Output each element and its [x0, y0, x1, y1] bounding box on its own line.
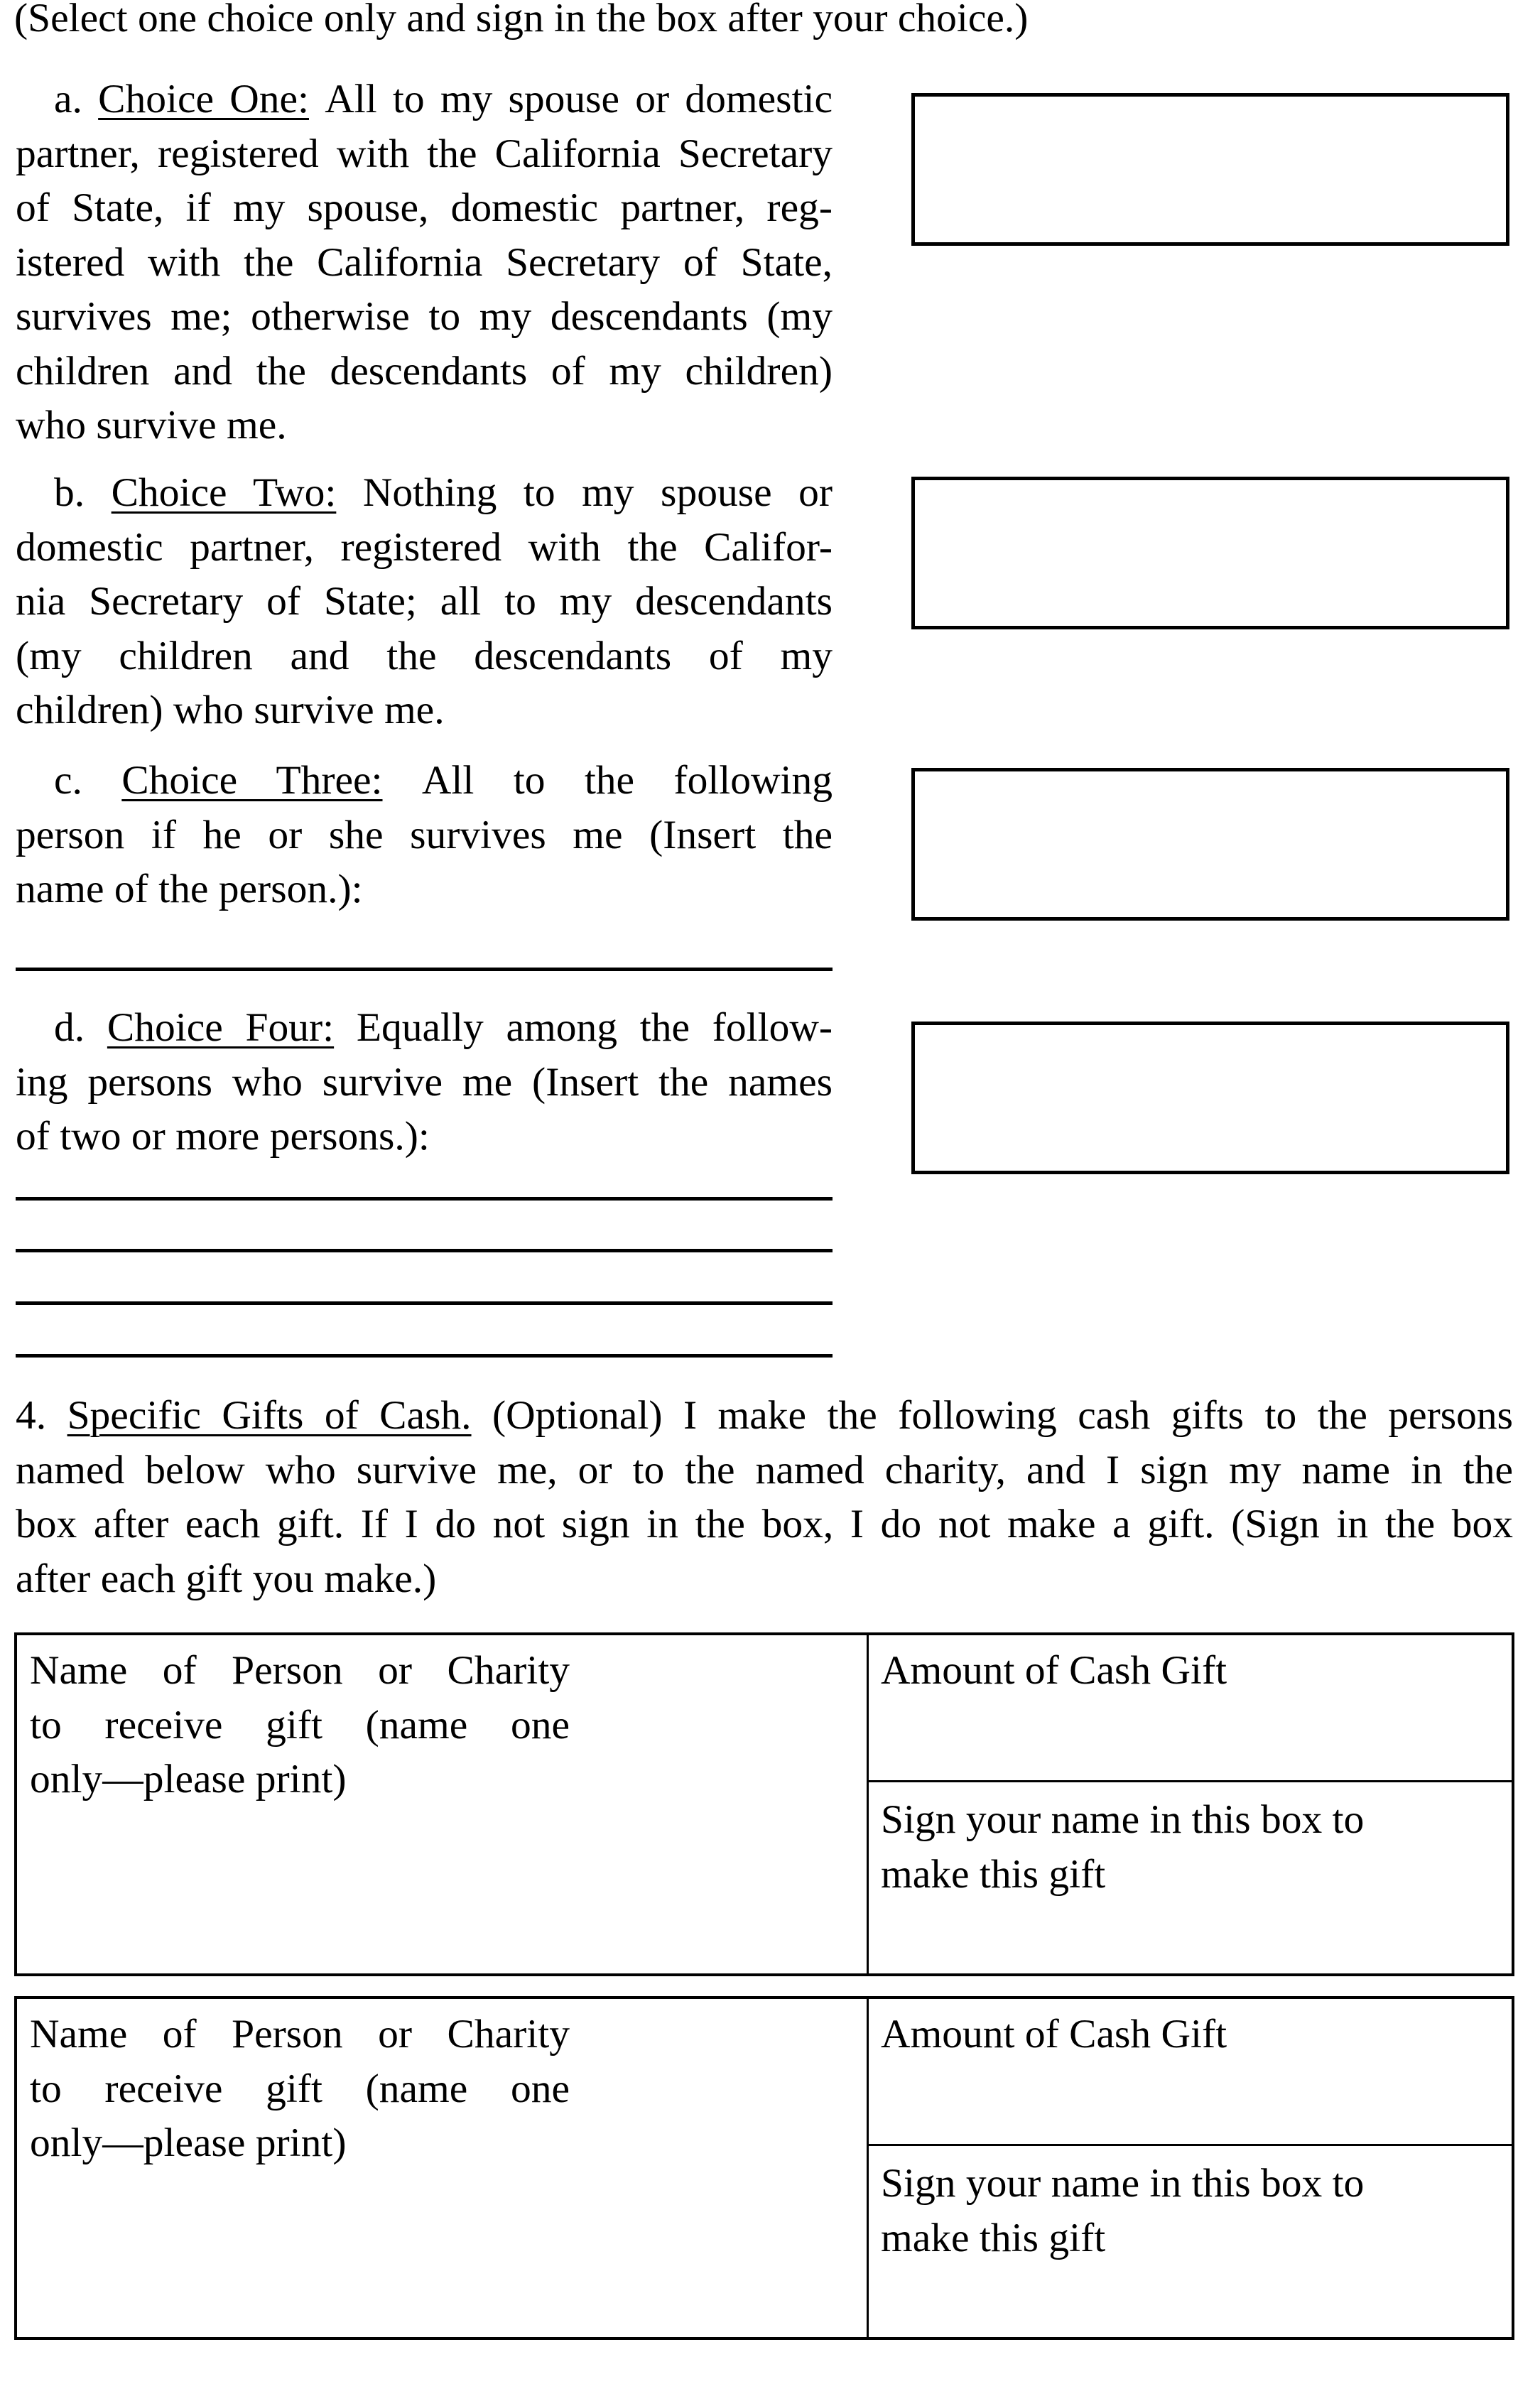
sign-label-line: make this gift [881, 1851, 1106, 1897]
choice-line: All to my spouse or domestic [325, 77, 833, 121]
choice-title: Choice Two: [111, 470, 337, 515]
choice-letter: b. [54, 470, 85, 515]
sign-label-line: make this gift [881, 2215, 1106, 2260]
choice-four-signature-box[interactable] [911, 1022, 1509, 1174]
section-4-first-line [16, 1389, 1513, 1443]
choice-two-text [16, 466, 833, 738]
choice-line: who survive me. [16, 403, 287, 448]
column-divider [867, 1635, 869, 1973]
choice-line: All to the following [421, 758, 833, 803]
choice-line: Equally among the follow- [356, 1005, 833, 1050]
choice-line: ing persons who survive me (Insert the names [16, 1059, 833, 1105]
section-line: box after each gift. If I do not sign in the box, I do not make a gift. (Sign in the box [16, 1502, 1513, 1546]
column-divider [867, 1999, 869, 2337]
table-label-line: Name of Person or Charity [30, 1648, 570, 1693]
choice-line: name of the person.): [16, 867, 363, 911]
table-label-line: Name of Person or Charity [30, 2012, 570, 2057]
choice-two-first-line [16, 466, 833, 521]
row-divider [867, 1780, 1512, 1782]
choice-three-signature-box[interactable] [911, 768, 1509, 921]
choice-line: istered with the California Secretary of State, [16, 239, 833, 285]
signature-cell[interactable] [881, 1793, 1492, 1902]
section-line: named below who survive me, or to the named charity, and I sign my name in the [16, 1447, 1513, 1492]
sign-label-line: Sign your name in this box to [881, 2161, 1365, 2206]
choice-one-first-line [16, 72, 833, 127]
choice-title: Choice Four: [107, 1005, 335, 1050]
sign-label-line: Sign your name in this box to [881, 1797, 1365, 1842]
choice-line: children and the descendants of my children) [16, 348, 833, 394]
amount-label: Amount of Cash Gift [881, 2012, 1227, 2057]
choice-line: nia Secretary of State; all to my descendants [16, 579, 833, 624]
section-4-text [16, 1389, 1513, 1606]
section-number: 4. [16, 1393, 47, 1438]
choice-line: of State, if my spouse, domestic partner, reg- [16, 185, 833, 230]
person-name-line-4[interactable] [16, 1354, 833, 1358]
cash-gift-table-1 [14, 1632, 1514, 1976]
selection-instruction: (Select one choice only and sign in the box after your choice.) [14, 0, 1029, 40]
choice-letter: a. [54, 77, 82, 121]
choice-letter: d. [54, 1005, 85, 1050]
table-label-line: only—please print) [30, 2120, 347, 2165]
amount-label: Amount of Cash Gift [881, 1648, 1227, 1693]
person-name-line-3[interactable] [16, 1301, 833, 1305]
name-of-person-or-charity-cell[interactable] [30, 1644, 570, 1807]
choice-two-signature-box[interactable] [911, 477, 1509, 629]
choice-letter: c. [54, 758, 82, 803]
choice-line: children) who survive me. [16, 688, 445, 732]
choice-line: survives me; otherwise to my descendants (my [16, 294, 833, 339]
choice-line: of two or more persons.): [16, 1114, 430, 1159]
table-label-line: to receive gift (name one [30, 2066, 570, 2111]
choice-title: Choice Three: [121, 758, 383, 803]
choice-line: Nothing to my spouse or [362, 470, 833, 515]
name-of-person-or-charity-cell[interactable] [30, 2008, 570, 2171]
row-divider [867, 2144, 1512, 2146]
choice-three-text [16, 754, 833, 917]
choice-one-signature-box[interactable] [911, 93, 1509, 246]
person-name-line[interactable] [16, 968, 833, 971]
choice-one-text [16, 72, 833, 453]
amount-of-cash-gift-cell[interactable] [881, 1644, 1492, 1698]
amount-of-cash-gift-cell[interactable] [881, 2008, 1492, 2062]
section-line: (Optional) I make the following cash gifts to the persons [492, 1393, 1513, 1438]
person-name-line-1[interactable] [16, 1197, 833, 1201]
choice-four-first-line [16, 1001, 833, 1056]
signature-cell[interactable] [881, 2157, 1492, 2265]
cash-gift-table-2 [14, 1996, 1514, 2340]
section-title: Specific Gifts of Cash. [67, 1393, 472, 1438]
person-name-line-2[interactable] [16, 1249, 833, 1252]
table-label-line: only—please print) [30, 1757, 347, 1801]
choice-line: person if he or she survives me (Insert the [16, 812, 833, 857]
choice-line: (my children and the descendants of my [16, 633, 833, 678]
choice-three-first-line [16, 754, 833, 808]
table-label-line: to receive gift (name one [30, 1702, 570, 1748]
choice-four-text [16, 1001, 833, 1164]
choice-line: domestic partner, registered with the Califor- [16, 524, 833, 570]
choice-title: Choice One: [98, 77, 309, 121]
section-line: after each gift you make.) [16, 1556, 437, 1601]
choice-line: partner, registered with the California Secretary [16, 131, 833, 176]
